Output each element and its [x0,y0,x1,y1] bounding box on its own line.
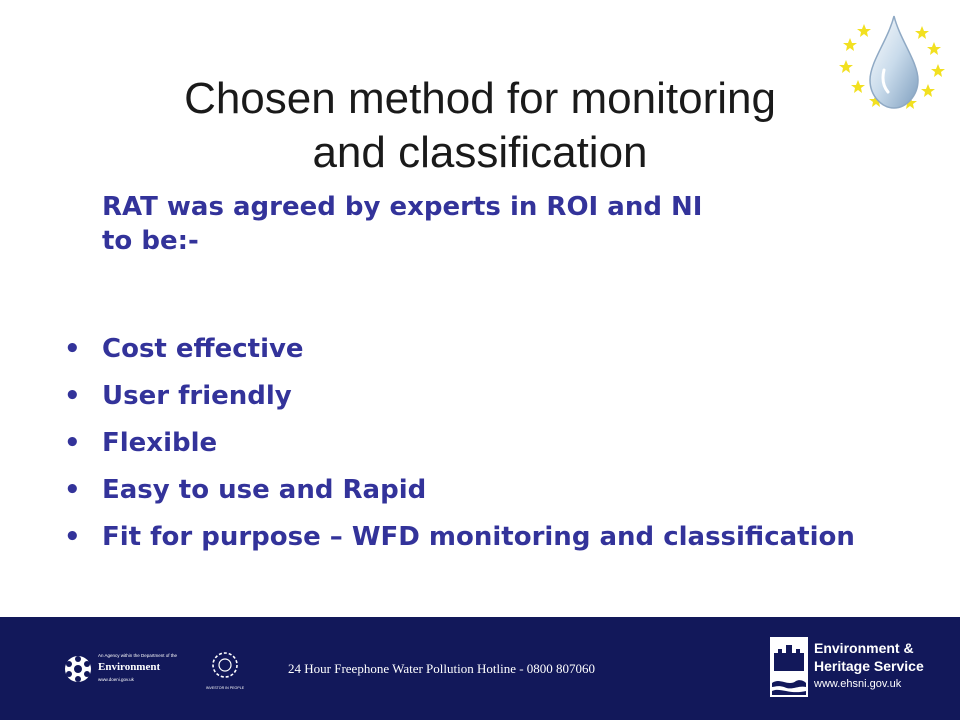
intro-text [102,190,882,258]
pollution-hotline-text: 24 Hour Freephone Water Pollution Hotline - 0800 807060 [288,661,596,676]
department-of-environment-logo [62,647,192,691]
intro-line-2: to be:- [102,226,199,256]
ehs-logo-line-2: Heritage Service [814,658,924,674]
bullet-marker: • [64,381,81,411]
bullet-item-flexible [64,428,864,459]
bullet-text: Flexible [102,428,218,458]
laurel-wreath-icon [213,653,237,677]
bullet-text: Cost effective [102,334,304,364]
bullet-marker: • [64,428,81,458]
iip-logo-text: INVESTOR IN PEOPLE [205,686,245,690]
env-logo-tagline: An Agency within the Department of the [98,653,178,658]
env-logo-name: Environment [98,661,161,673]
slide-title-line-2: and classification [312,128,648,177]
castle-landscape-icon [770,637,808,697]
ehs-logo-url: www.ehsni.gov.uk [814,678,902,690]
bullet-text: User friendly [102,381,292,411]
bullet-list [64,334,864,569]
bullet-marker: • [64,475,81,505]
env-logo-url: www.doeni.gov.uk [98,677,134,682]
bullet-marker: • [64,334,81,364]
bullet-text: Fit for purpose – WFD monitoring and classification [102,522,855,552]
investor-in-people-logo [204,647,246,695]
bullet-item-user-friendly [64,381,864,412]
bullet-text: Easy to use and Rapid [102,475,427,505]
slide-title-line-1: Chosen method for monitoring [184,74,776,123]
environment-heritage-service-logo [768,631,938,707]
environment-crest-icon [65,656,91,682]
bullet-item-fit-for-purpose [64,522,864,553]
bullet-item-easy-to-use [64,475,864,506]
bullet-marker: • [64,522,81,552]
ehs-logo-line-1: Environment & [814,640,914,656]
footer-bar [0,617,960,720]
intro-line-1: RAT was agreed by experts in ROI and NI [102,192,703,222]
bullet-item-cost-effective [64,334,864,365]
slide-title [80,72,880,180]
